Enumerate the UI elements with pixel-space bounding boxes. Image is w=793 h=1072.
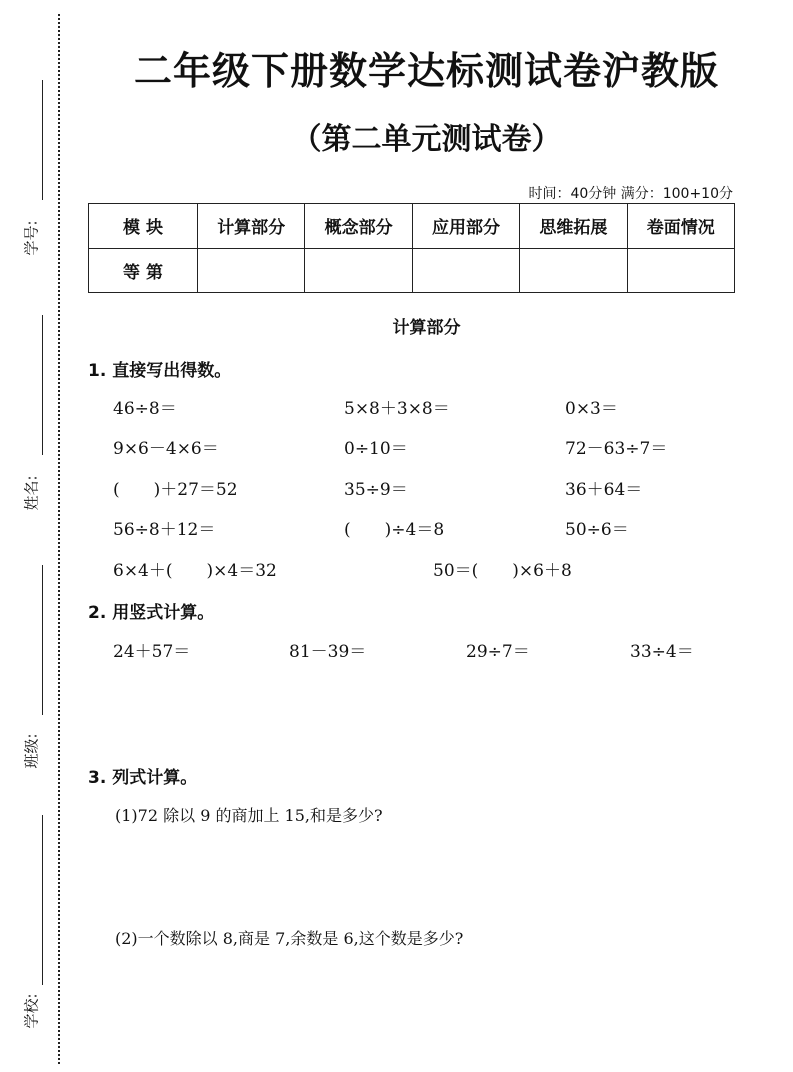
q1-expr: 50÷6＝ xyxy=(565,520,629,540)
q1-expr: 0×3＝ xyxy=(565,399,618,419)
score-header-thinking: 思维拓展 xyxy=(520,204,627,249)
q1-expr: 0÷10＝ xyxy=(344,439,408,459)
score-table-grade-row xyxy=(89,248,735,293)
q3-heading: 3. 列式计算。 xyxy=(88,768,198,788)
class-label: 班级: xyxy=(22,733,41,769)
score-header-neatness: 卷面情况 xyxy=(627,204,734,249)
q2-expr: 24＋57＝ xyxy=(113,642,191,662)
q3-problem-2: (2)一个数除以 8,商是 7,余数是 6,这个数是多少? xyxy=(115,929,464,948)
q1-expr: 50＝( )×6＋8 xyxy=(433,561,572,581)
grade-cell-concept[interactable] xyxy=(305,248,412,293)
school-field xyxy=(4,815,56,1035)
q1-heading: 1. 直接写出得数。 xyxy=(88,361,232,381)
school-underline xyxy=(42,815,43,985)
grade-cell-calc[interactable] xyxy=(198,248,305,293)
score-table xyxy=(88,203,735,293)
score-table-header-row xyxy=(89,204,735,249)
student-id-label: 学号: xyxy=(22,220,41,256)
score-header-application: 应用部分 xyxy=(412,204,519,249)
q1-expr: 36＋64＝ xyxy=(565,480,643,500)
q1-expr: ( )＋27＝52 xyxy=(113,480,238,500)
binding-dotted-line xyxy=(58,14,60,1064)
grade-cell-neatness[interactable] xyxy=(627,248,734,293)
class-field xyxy=(4,565,56,775)
score-header-concept: 概念部分 xyxy=(305,204,412,249)
page-title: 二年级下册数学达标测试卷沪教版 xyxy=(133,49,719,93)
q2-expr: 29÷7＝ xyxy=(466,642,530,662)
score-header-calc: 计算部分 xyxy=(198,204,305,249)
grade-cell-thinking[interactable] xyxy=(520,248,627,293)
q1-expr: 35÷9＝ xyxy=(344,480,408,500)
name-underline xyxy=(42,315,43,455)
q1-expr: 46÷8＝ xyxy=(113,399,177,419)
q2-heading: 2. 用竖式计算。 xyxy=(88,603,215,623)
q1-expr: 9×6－4×6＝ xyxy=(113,439,219,459)
q1-expr: ( )÷4＝8 xyxy=(344,520,445,540)
name-label: 姓名: xyxy=(22,475,41,511)
exam-meta: 时间：40分钟 满分：100+10分 xyxy=(528,186,733,202)
name-field xyxy=(4,315,56,525)
student-id-field xyxy=(4,80,56,285)
q1-expr: 56÷8＋12＝ xyxy=(113,520,216,540)
q1-expr: 72－63÷7＝ xyxy=(565,439,668,459)
school-label: 学校: xyxy=(22,993,41,1029)
student-id-underline xyxy=(42,80,43,200)
grade-cell-application[interactable] xyxy=(412,248,519,293)
q1-expr: 5×8＋3×8＝ xyxy=(344,399,450,419)
q1-expr: 6×4＋( )×4＝32 xyxy=(113,561,277,581)
page-subtitle: （第二单元测试卷） xyxy=(291,122,562,157)
class-underline xyxy=(42,565,43,715)
score-header-module: 模 块 xyxy=(89,204,198,249)
q2-expr: 81－39＝ xyxy=(289,642,367,662)
grade-row-label: 等 第 xyxy=(89,248,198,293)
section-title: 计算部分 xyxy=(392,318,461,338)
q2-expr: 33÷4＝ xyxy=(630,642,694,662)
q3-problem-1: (1)72 除以 9 的商加上 15,和是多少? xyxy=(115,806,383,825)
